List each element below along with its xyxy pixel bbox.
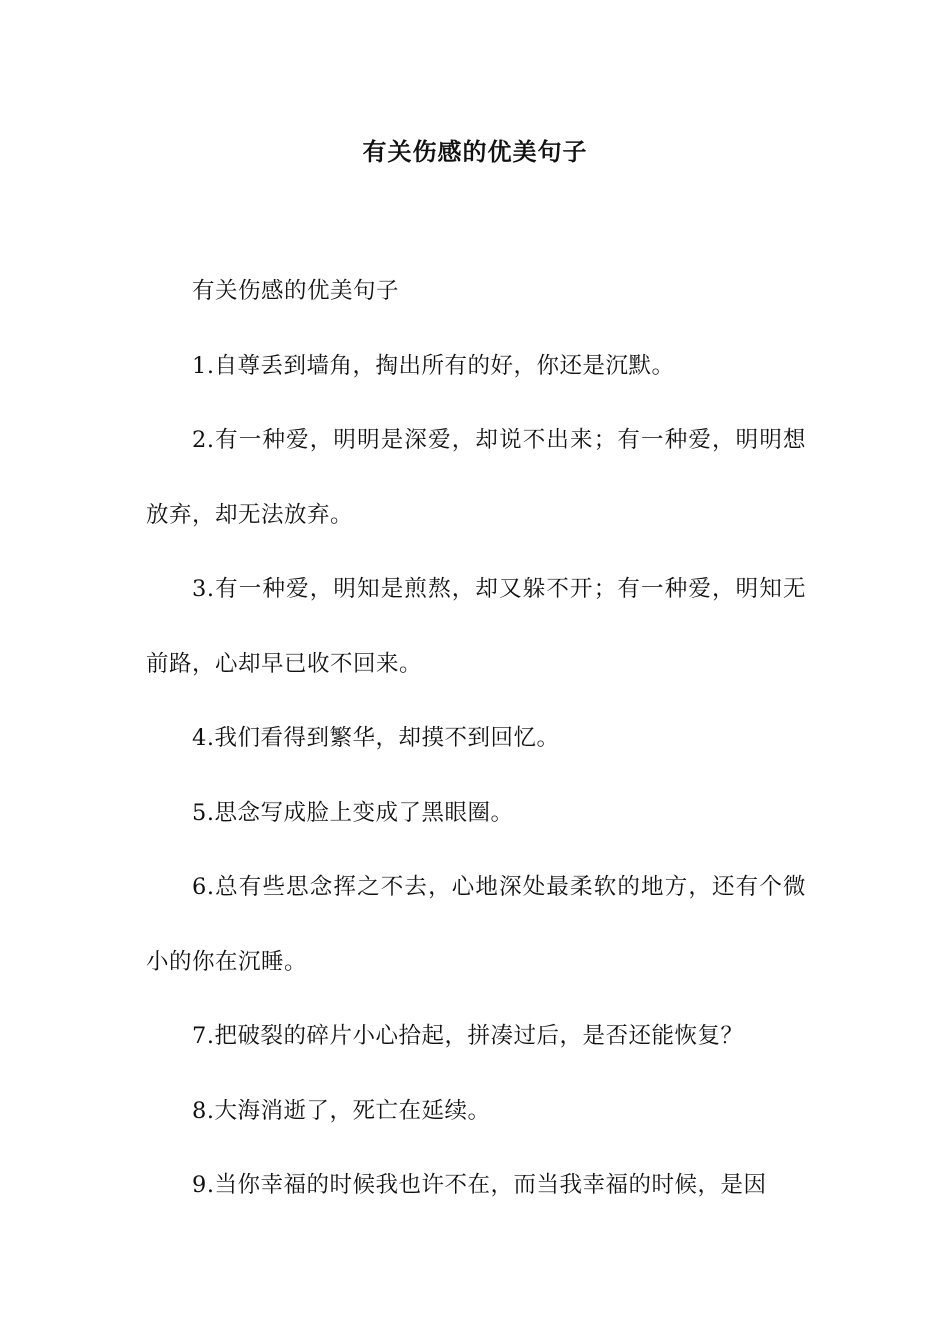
paragraph-item-9: 9.当你幸福的时候我也许不在，而当我幸福的时候，是因: [192, 1172, 767, 1198]
paragraph-item-3: 3.有一种爱，明知是煎熬，却又躲不开；有一种爱，明知无前路，心却早已收不回来。: [146, 576, 806, 677]
paragraph-heading: 有关伤感的优美句子: [192, 278, 400, 304]
document-body: [146, 254, 806, 1223]
paragraph-item-1: 1.自尊丢到墙角，掏出所有的好，你还是沉默。: [192, 352, 675, 379]
paragraph-item-8: 8.大海消逝了，死亡在延续。: [192, 1097, 491, 1124]
paragraph-item-4: 4.我们看得到繁华，却摸不到回忆。: [192, 725, 560, 751]
paragraph-item-5: 5.思念写成脸上变成了黑眼圈。: [192, 799, 514, 826]
paragraph-item-7: 7.把破裂的碎片小心拾起，拼凑过后，是否还能恢复？: [192, 1023, 744, 1049]
paragraph-item-6: 6.总有些思念挥之不去，心地深处最柔软的地方，还有个微小的你在沉睡。: [146, 874, 806, 975]
paragraph-item-2: 2.有一种爱，明明是深爱，却说不出来；有一种爱，明明想放弃，却无法放弃。: [146, 427, 806, 528]
document-title: 有关伤感的优美句子: [362, 137, 588, 166]
